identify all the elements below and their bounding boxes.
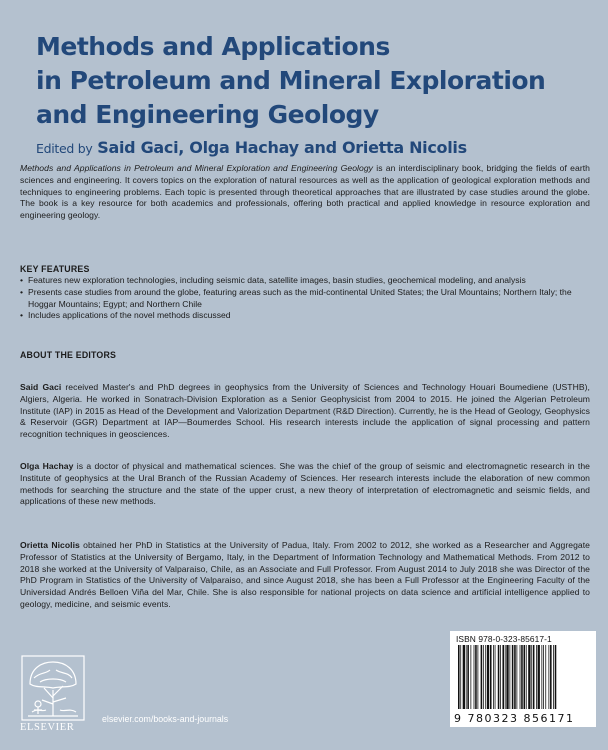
barcode-bar bbox=[543, 645, 544, 709]
barcode-bar bbox=[493, 645, 494, 709]
barcode-bar bbox=[458, 645, 460, 709]
barcode-bar bbox=[514, 645, 516, 709]
intro-title-italic: Methods and Applications in Petroleum and Mineral Exploration and Engineering Geology bbox=[20, 163, 374, 173]
key-features-heading: KEY FEATURES bbox=[20, 264, 90, 274]
editor-bio-gaci bbox=[20, 382, 590, 441]
intro-text: is an interdisciplinary book, bridging the fields of earth sciences and engineering. It covers topics on the exploration of natural resources as well as the application of geological exploration methods and techniques to engineering problems. Each topic is presented through theoretical approaches that are illustrated by case studies around the globe. The book is a key resource for both academics and professionals, offering both practical and applied knowledge in resource exploration and engineering geology. bbox=[20, 163, 590, 221]
edited-by-label: Edited by bbox=[36, 141, 93, 156]
barcode-bar bbox=[520, 645, 521, 709]
barcode-bar bbox=[478, 645, 479, 709]
barcode-bar bbox=[521, 645, 523, 709]
barcode-bar bbox=[495, 645, 496, 709]
barcode-bar bbox=[463, 645, 465, 709]
bio-name: Orietta Nicolis bbox=[20, 540, 80, 550]
bio-text: is a doctor of physical and mathematical sciences. She was the chief of the group of seismic and electromagnetic research in the Institute of geophysics at the Ural Branch of the Russian Academy of Sciences. Her research interests include the elaboration of new common methods for searching the structure and the state of the upper crust, a new theory of interpretation of electromagnetic and seismic fields, and applications of these new methods. bbox=[20, 461, 590, 507]
about-editors-heading: ABOUT THE EDITORS bbox=[20, 350, 117, 360]
feature-text: Includes applications of the novel methods discussed bbox=[28, 310, 231, 321]
list-item bbox=[20, 275, 590, 287]
barcode-bar bbox=[481, 645, 483, 709]
barcode-bar bbox=[528, 645, 530, 709]
barcode-bar bbox=[506, 645, 508, 709]
barcode-icon bbox=[458, 645, 590, 709]
barcode-bar bbox=[531, 645, 532, 709]
barcode-bar bbox=[548, 645, 549, 709]
barcode-bar bbox=[541, 645, 542, 709]
barcode-bar bbox=[505, 645, 506, 709]
bio-name: Olga Hachay bbox=[20, 461, 74, 471]
publisher-url[interactable]: elsevier.com/books-and-journals bbox=[102, 714, 229, 724]
barcode-bar bbox=[500, 645, 501, 709]
barcode-bar bbox=[466, 645, 467, 709]
editor-bio-nicolis bbox=[20, 540, 590, 611]
bullet: • bbox=[20, 286, 24, 297]
barcode-bar bbox=[474, 645, 475, 709]
barcode-digits: 9 780323 856171 bbox=[454, 712, 575, 725]
barcode-bar bbox=[538, 645, 540, 709]
barcode-bar bbox=[526, 645, 527, 709]
barcode-bar bbox=[485, 645, 486, 709]
isbn-label: ISBN 978-0-323-85617-1 bbox=[456, 634, 552, 644]
barcode-bar bbox=[487, 645, 489, 709]
barcode-bar bbox=[533, 645, 535, 709]
title-line-1: Methods and Applications bbox=[36, 32, 390, 61]
barcode-bar bbox=[524, 645, 526, 709]
editor-names: Said Gaci, Olga Hachay and Orietta Nicolis bbox=[97, 138, 467, 157]
barcode-bar bbox=[490, 645, 492, 709]
barcode-bar bbox=[509, 645, 510, 709]
barcode-bar bbox=[502, 645, 504, 709]
book-title bbox=[36, 30, 596, 132]
key-features-list bbox=[20, 275, 590, 322]
bullet: • bbox=[20, 275, 24, 285]
intro-paragraph bbox=[20, 163, 590, 222]
barcode-bar bbox=[550, 645, 552, 709]
barcode-bar bbox=[460, 645, 461, 709]
barcode-bar bbox=[467, 645, 469, 709]
barcode-bar bbox=[483, 645, 484, 709]
barcode-bar bbox=[536, 645, 537, 709]
bio-text: obtained her PhD in Statistics at the University of Padua, Italy. From 2002 to 2012, she worked as a Researcher and Aggregate Professor of Statistics at the University of Bergamo, Italy, in the Department of Information Technology and Mathematical Methods. From 2012 to 2018 she worked at the University of Valparaiso, Chile, as an Associate and Full Professor. From August 2014 to July 2018 she was Director of the PhD Program in Statistics of the University of Valparaiso, and since August 2018, she has been a Full Professor at the Engineering Faculty of the Universidad Andrés Belloen Viña del Mar, Chile. She is also responsible for national projects on data science and artificial intelligence applied to geology, medicine, and seismic events. bbox=[20, 540, 590, 609]
barcode-box bbox=[450, 631, 596, 727]
barcode-bar bbox=[555, 645, 557, 709]
elsevier-tree-logo bbox=[20, 654, 86, 724]
list-item bbox=[20, 310, 590, 322]
barcode-bar bbox=[545, 645, 546, 709]
editor-bio-hachay bbox=[20, 461, 590, 508]
barcode-bar bbox=[553, 645, 554, 709]
bio-name: Said Gaci bbox=[20, 382, 62, 392]
bullet: • bbox=[20, 310, 24, 321]
feature-text: Features new exploration technologies, including seismic data, satellite images, basin studies, geochemical modeling, and analysis bbox=[28, 275, 526, 285]
bio-text: received Master's and PhD degrees in geophysics from the University of Sciences and Technology Houari Boumediene (USTHB), Algiers, Algeria. He worked in Sonatrach-Division Exploration as a Senior Geophysicist from 2004 to 2015. He joined the Algerian Petroleum Institute (IAP) in 2015 as Head of the Development and Valorization Department (R&D Direction). Currently, he is the Head of Geology, Geophysics & Reservoir (GGR) Department at IAP—Boumerdes School. His research interests include the application of signal processing and pattern recognition techniques in geosciences. bbox=[20, 382, 590, 440]
barcode-bar bbox=[517, 645, 518, 709]
editors-line bbox=[36, 138, 596, 157]
barcode-bar bbox=[512, 645, 514, 709]
barcode-bar bbox=[498, 645, 500, 709]
publisher-name: ELSEVIER bbox=[20, 722, 75, 733]
title-line-2: in Petroleum and Mineral Exploration bbox=[36, 66, 546, 95]
title-line-3: and Engineering Geology bbox=[36, 100, 379, 129]
barcode-bar bbox=[475, 645, 477, 709]
list-item bbox=[20, 287, 590, 311]
feature-text: Presents case studies from around the globe, featuring areas such as the mid-continental United States; the Ural Mountains; Northern Italy; the Hoggar Mountains; Egypt; and Northern Chile bbox=[28, 286, 572, 309]
barcode-bar bbox=[470, 645, 471, 709]
